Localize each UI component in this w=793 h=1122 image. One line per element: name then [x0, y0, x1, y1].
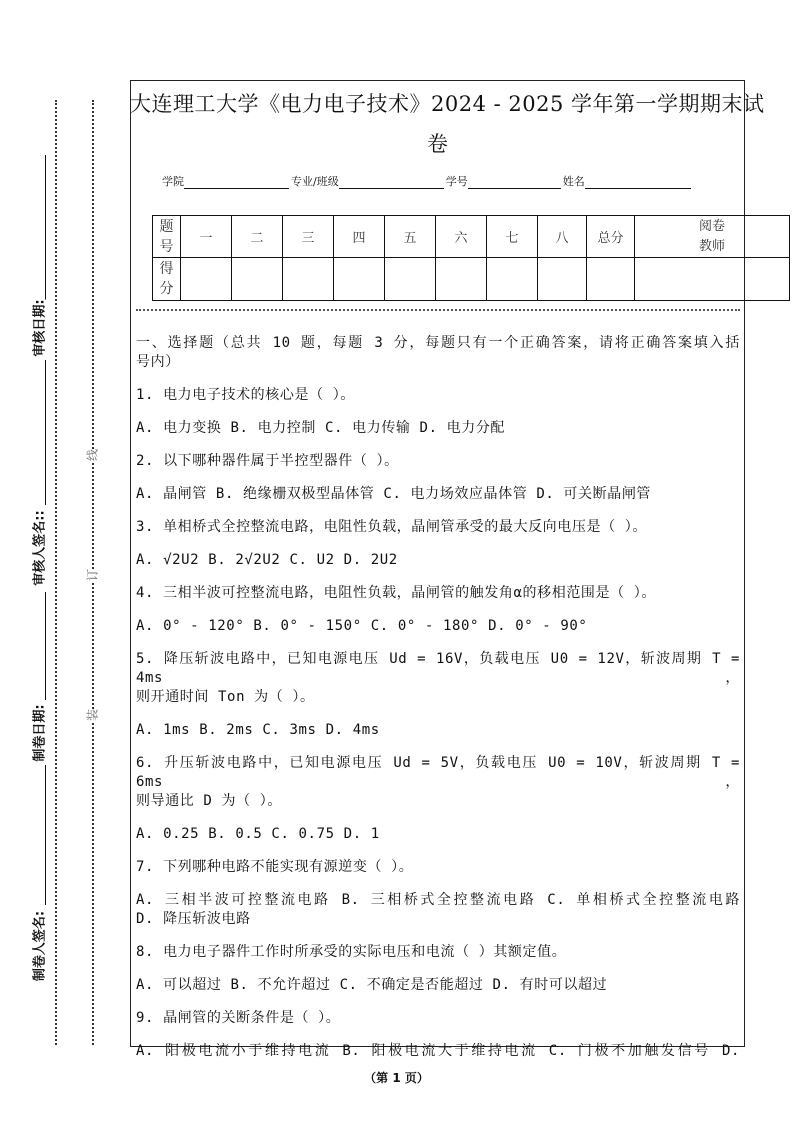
question-section	[136, 334, 740, 1075]
question-text: 4. 三相半波可控整流电路，电阻性负载，晶闸管的触发角α的移相范围是（ ）。	[136, 585, 656, 601]
paper-date-label: 制卷日期:	[29, 704, 48, 761]
question-text: 8. 电力电子器件工作时所承受的实际电压和电流（ ）其额定值。	[136, 944, 567, 960]
score-cell[interactable]	[385, 258, 436, 301]
signature-line	[45, 765, 46, 905]
option-text: A. 电力变换 B. 电力控制 C. 电力传输 D. 电力分配	[136, 420, 506, 436]
reviewer-signature-label: 审核人签名::	[29, 510, 48, 585]
option-text: A. √2U2 B. 2√2U2 C. U2 D. 2U2	[136, 552, 398, 568]
question-stem	[136, 754, 740, 811]
question-text: 1. 电力电子技术的核心是（ ）。	[136, 387, 355, 403]
question-stem	[136, 518, 740, 537]
grader-header: 阅卷 教师	[635, 216, 790, 258]
question-stem	[136, 386, 740, 405]
question-text: 6. 升压斩波电路中，已知电源电压 Ud = 5V，负载电压 U0 = 10V，斩波周期 T = 6ms，	[136, 755, 740, 790]
option-text: A. 0° - 120° B. 0° - 150° C. 0° - 180° D. 0° - 90°	[136, 618, 588, 634]
option-text: D. 降压斩波电路	[136, 911, 251, 927]
option-text: A. 阳极电流小于维持电流 B. 阳极电流大于维持电流 C. 门极不加触发信号 D.	[136, 1043, 740, 1059]
student-id-label: 学号	[445, 175, 468, 188]
review-date-label: 审核日期:	[29, 299, 48, 356]
question-options	[136, 551, 740, 570]
score-row-header: 得 分	[153, 258, 181, 301]
question-text: 9. 晶闸管的关断条件是（ ）。	[136, 1010, 341, 1026]
college-label: 学院	[162, 175, 184, 188]
column-header: 六	[436, 216, 487, 258]
student-info-row	[162, 173, 693, 189]
column-header: 二	[232, 216, 283, 258]
question-text: 7. 下列哪种电路不能实现有源逆变（ ）。	[136, 859, 414, 875]
name-field[interactable]	[585, 176, 691, 189]
student-id-field[interactable]	[468, 176, 561, 189]
exam-title-continued: 卷	[427, 132, 448, 156]
question-options	[136, 419, 740, 438]
score-cell[interactable]	[334, 258, 385, 301]
score-cell[interactable]	[487, 258, 538, 301]
question-options	[136, 721, 740, 740]
major-class-field[interactable]	[339, 176, 444, 189]
section-heading-line: 号内）	[136, 354, 180, 370]
score-cell[interactable]	[538, 258, 587, 301]
question-stem	[136, 452, 740, 471]
option-text: A. 1ms B. 2ms C. 3ms D. 4ms	[136, 722, 380, 738]
score-cell[interactable]	[283, 258, 334, 301]
score-cell[interactable]	[635, 258, 790, 301]
question-stem	[136, 1009, 740, 1028]
signature-line	[45, 155, 46, 300]
question-options	[136, 1042, 740, 1061]
question-text: 3. 单相桥式全控整流电路，电阻性负载，晶闸管承受的最大反向电压是（ ）。	[136, 519, 647, 535]
column-header: 七	[487, 216, 538, 258]
question-stem	[136, 584, 740, 603]
binding-char-line: 线	[82, 449, 103, 461]
signature-line	[45, 360, 46, 505]
question-stem	[136, 858, 740, 877]
score-table	[152, 215, 790, 301]
score-cell[interactable]	[181, 258, 232, 301]
section-heading-line: 一、选择题（总共 10 题，每题 3 分，每题只有一个正确答案，请将正确答案填入括	[136, 335, 740, 351]
score-cell[interactable]	[232, 258, 283, 301]
question-text: 则开通时间 Ton 为（ ）。	[136, 689, 315, 705]
name-label: 姓名	[562, 175, 585, 188]
question-options	[136, 617, 740, 636]
paper-maker-signature-label: 制卷人签名:	[29, 911, 48, 981]
column-header: 三	[283, 216, 334, 258]
total-header: 总分	[587, 216, 635, 258]
question-options	[136, 976, 740, 995]
question-stem	[136, 650, 740, 707]
college-field[interactable]	[184, 176, 289, 189]
signature-line	[45, 592, 46, 700]
column-header: 四	[334, 216, 385, 258]
question-options	[136, 891, 740, 929]
question-number-header: 题 号	[153, 216, 181, 258]
binding-char-staple: 订	[82, 569, 103, 581]
question-stem	[136, 943, 740, 962]
option-text: A. 晶闸管 B. 绝缘栅双极型晶体管 C. 电力场效应晶体管 D. 可关断晶闸管	[136, 486, 652, 502]
question-options	[136, 485, 740, 504]
question-text: 则导通比 D 为（ ）。	[136, 793, 282, 809]
option-text: A. 可以超过 B. 不允许超过 C. 不确定是否能超过 D. 有时可以超过	[136, 977, 608, 993]
column-header: 一	[181, 216, 232, 258]
score-cell[interactable]	[587, 258, 635, 301]
question-options	[136, 825, 740, 844]
page-number: （第 1 页）	[364, 1071, 429, 1085]
column-header: 五	[385, 216, 436, 258]
option-text: A. 三相半波可控整流电路 B. 三相桥式全控整流电路 C. 单相桥式全控整流电路	[136, 892, 740, 908]
question-text: 5. 降压斩波电路中，已知电源电压 Ud = 16V，负载电压 U0 = 12V，斩波周期 T = 4ms，	[136, 651, 740, 686]
dotted-separator	[136, 309, 740, 311]
column-header: 八	[538, 216, 587, 258]
score-cell[interactable]	[436, 258, 487, 301]
binding-char-bind: 装	[82, 709, 103, 721]
exam-title: 大连理工大学《电力电子技术》2024 - 2025 学年第一学期期末试	[130, 92, 765, 116]
question-text: 2. 以下哪种器件属于半控型器件（ ）。	[136, 453, 399, 469]
option-text: A. 0.25 B. 0.5 C. 0.75 D. 1	[136, 826, 380, 842]
major-class-label: 专业/班级	[291, 175, 339, 188]
binding-dotted-line-outer	[55, 100, 57, 1045]
section-heading	[136, 334, 740, 372]
